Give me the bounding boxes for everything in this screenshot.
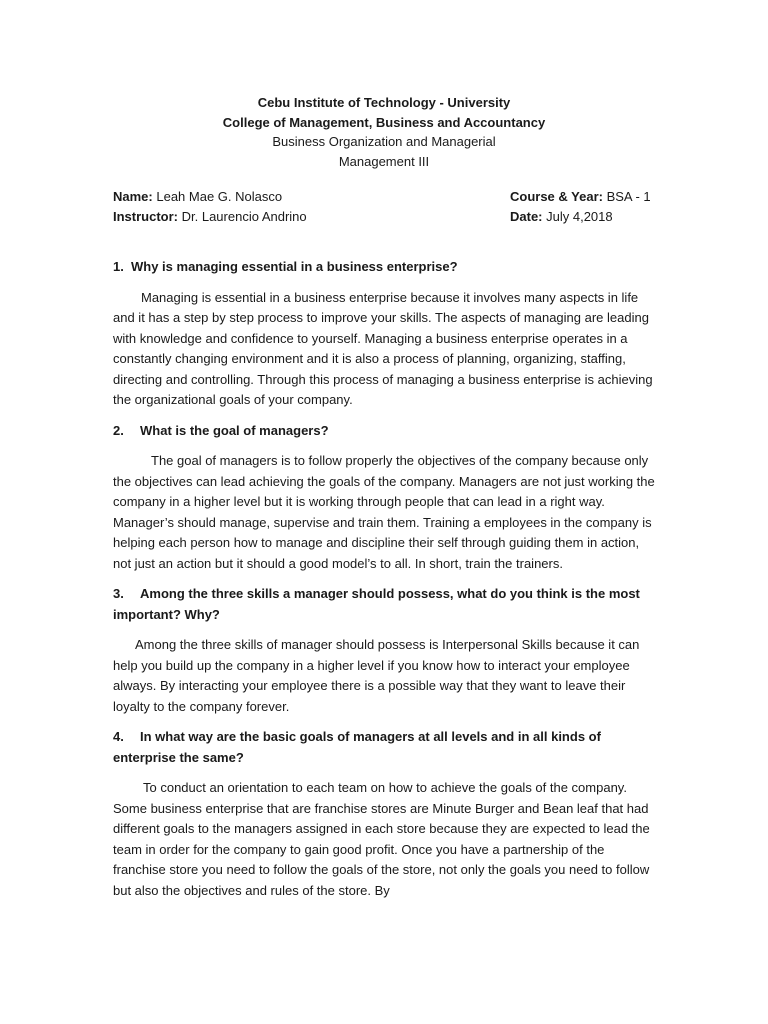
document-header <box>0 93 768 171</box>
question-block-2 <box>113 421 658 575</box>
course-subject-line1: Business Organization and Managerial <box>272 134 496 149</box>
answer-text: Among the three skills of manager should possess is Interpersonal Skills because it can help you build up the company in a higher level if you know how to interact your employee always. By interacting your employee there is a possible way that they want to leave their loyalty to the company forever. <box>113 637 640 714</box>
answer-paragraph <box>113 288 658 411</box>
institution-name: Cebu Institute of Technology - University <box>257 95 511 110</box>
question-number: 4. <box>113 729 124 744</box>
instructor-label: Instructor: <box>113 209 178 224</box>
question-block-3 <box>113 584 658 717</box>
name-field <box>113 187 282 207</box>
question-heading <box>113 584 658 625</box>
name-label: Name: <box>113 189 153 204</box>
question-text: In what way are the basic goals of managers at all levels and in all kinds of enterprise the same? <box>113 729 601 765</box>
answer-paragraph <box>113 635 658 717</box>
question-heading <box>113 257 658 278</box>
answer-text: To conduct an orientation to each team on how to achieve the goals of the company. Some business enterprise that are franchise stores are Minute Burger and Bean leaf that had different goals to the managers assigned in each store because they are expected to lead the team in order for the company to gain good profit. Once you have a partnership of the franchise store you need to follow the goals of the store, not only the goals you need to follow but also the objectives and rules of the store. By <box>113 780 650 898</box>
question-text: Among the three skills a manager should possess, what do you think is the most important? Why? <box>113 586 640 622</box>
instructor-value: Dr. Laurencio Andrino <box>178 209 307 224</box>
course-year-label: Course & Year: <box>510 189 603 204</box>
instructor-field <box>113 207 307 227</box>
answer-text: The goal of managers is to follow properly the objectives of the company because only the objectives can lead achieving the goals of the company. Managers are not just working the company in a higher level but it is working through people that can lead in a right way. Manager’s should manage, supervise and train them. Training a employees in the company is helping each person how to manage and discipline their self through guiding them in action, not just an action but it should a good model’s to all. In short, train the trainers. <box>113 453 655 571</box>
date-value: July 4,2018 <box>542 209 613 224</box>
question-number: 1. <box>113 259 124 274</box>
name-value: Leah Mae G. Nolasco <box>152 189 283 204</box>
student-info <box>113 187 653 227</box>
question-block-1 <box>113 257 658 411</box>
answer-text: Managing is essential in a business enterprise because it involves many aspects in life and it has a step by step process to improve your skills. The aspects of managing are leading with knowledge and confidence to yourself. Managing a business enterprise operates in a constantly changing environment and it is also a process of planning, organizing, staffing, directing and controlling. Through this process of managing a business enterprise is achieving the organizational goals of your company. <box>113 289 653 407</box>
course-year-field <box>510 187 651 207</box>
question-heading <box>113 421 658 442</box>
question-block-4 <box>113 727 658 901</box>
answer-paragraph <box>113 778 658 901</box>
meta-row-1 <box>113 187 653 207</box>
question-number: 3. <box>113 586 124 601</box>
meta-row-2 <box>113 207 653 227</box>
date-field <box>510 207 613 227</box>
course-subject-line2: Management III <box>338 153 430 169</box>
question-heading <box>113 727 658 768</box>
college-name: College of Management, Business and Accountancy <box>222 114 546 130</box>
question-number: 2. <box>113 422 124 438</box>
date-label: Date: <box>510 209 543 224</box>
questions-content <box>113 257 658 911</box>
question-text: Why is managing essential in a business enterprise? <box>131 259 458 274</box>
course-year-value: BSA - 1 <box>602 189 651 204</box>
answer-paragraph <box>113 451 658 574</box>
question-text: What is the goal of managers? <box>140 422 329 438</box>
